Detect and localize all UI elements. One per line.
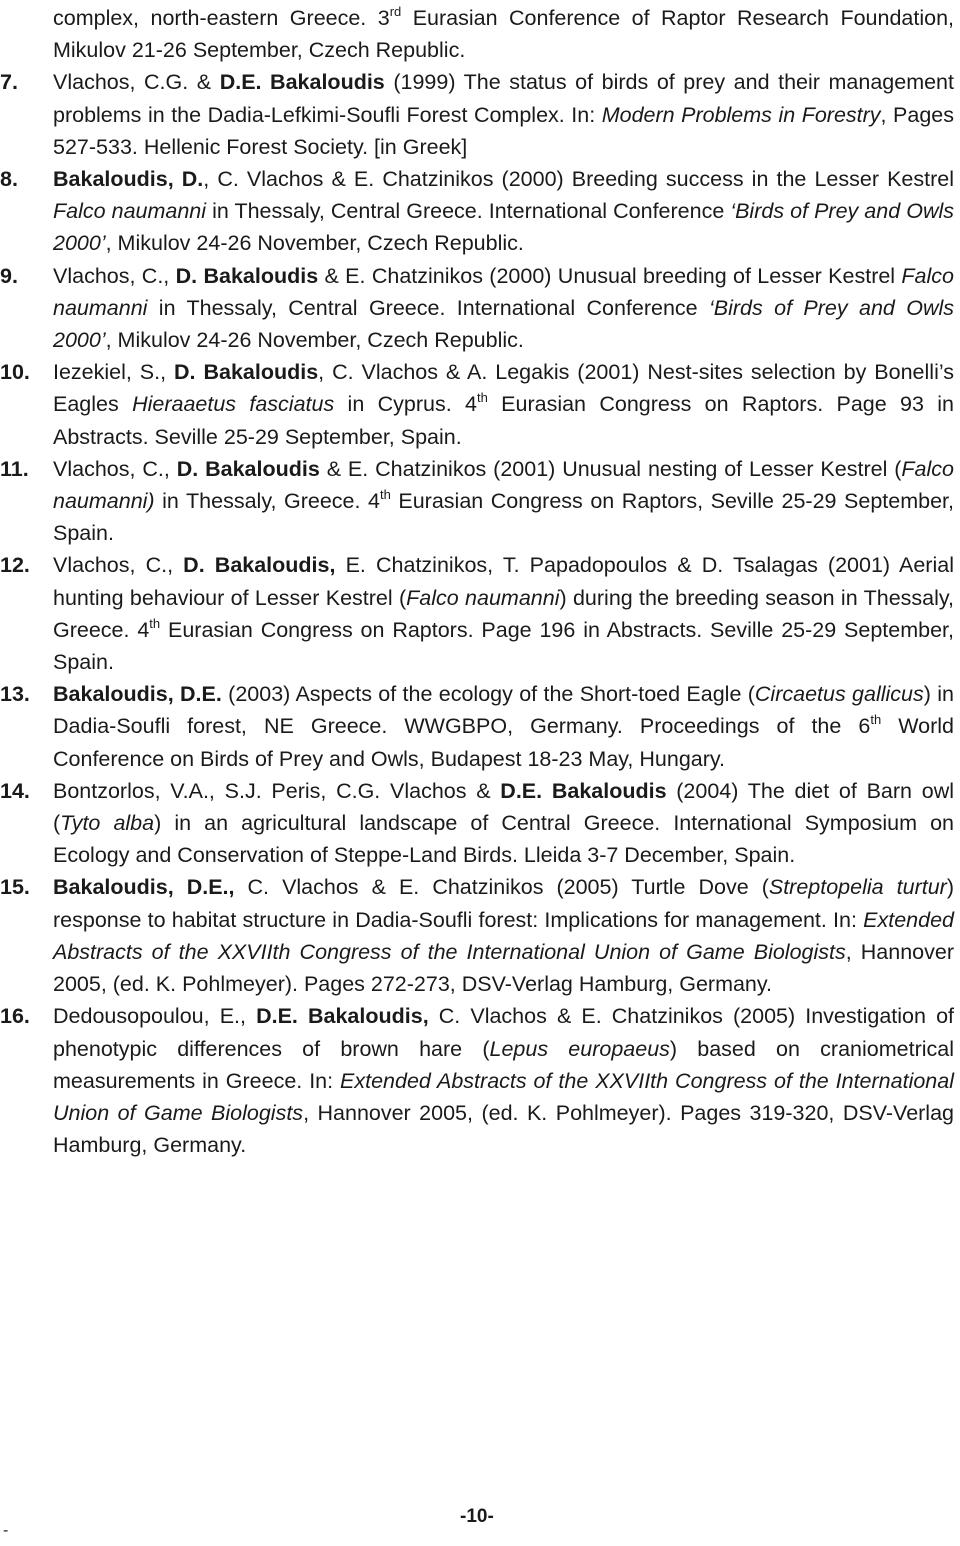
author-highlight: D. Bakaloudis — [174, 360, 319, 385]
reference-number: 12. — [0, 553, 30, 578]
reference-text: ) response to habitat structure in Dadia-Soufli forest: Implications for management. In: — [53, 875, 954, 932]
reference-entry — [0, 1000, 960, 1161]
reference-text: World Conference on Birds of Prey and Owls, Budapest 18-23 May, Hungary. — [53, 714, 954, 771]
ordinal-suffix: th — [149, 615, 161, 631]
italic-title: Lepus europaeus — [489, 1036, 670, 1061]
reference-text: , Pages 527-533. Hellenic Forest Society. [in Greek] — [53, 102, 954, 159]
author-highlight: D. Bakaloudis, — [183, 553, 336, 578]
reference-text: in Thessaly, Central Greece. International Conference — [147, 295, 709, 320]
reference-entry — [0, 260, 960, 357]
ordinal-suffix: th — [476, 390, 488, 406]
reference-text: Eurasian Congress on Raptors. Page 93 in Abstracts. Seville 25-29 September, Spain. — [53, 392, 955, 449]
reference-text: & E. Chatzinikos (2001) Unusual nesting of Lesser Kestrel ( — [319, 456, 902, 481]
author-highlight: Bakaloudis, D.E. — [53, 682, 222, 707]
reference-entry — [0, 163, 960, 260]
italic-title: Modern Problems in Forestry — [601, 102, 881, 127]
reference-entries — [0, 66, 960, 1161]
reference-text: E. Chatzinikos, T. Papadopoulos & D. Tsalagas (2001) Aerial hunting behaviour of Lesser Kestrel ( — [53, 553, 954, 610]
reference-text: Vlachos, C., — [53, 263, 176, 288]
reference-number: 14. — [0, 778, 30, 803]
reference-text: (2003) Aspects of the ecology of the Short-toed Eagle ( — [221, 682, 755, 707]
italic-title: Falco naumanni — [53, 199, 207, 224]
reference-number: 10. — [0, 360, 30, 385]
italic-title: ‘Birds of Prey and Owls 2000’ — [53, 199, 954, 256]
corner-mark: - — [3, 1522, 9, 1539]
ordinal-suffix: rd — [389, 4, 402, 19]
reference-text: Eurasian Conference of Raptor Research Foundation, Mikulov 21-26 September, Czech Republic. — [53, 6, 955, 63]
reference-text: Iezekiel, S., — [53, 360, 175, 385]
italic-title: ‘Birds of Prey and Owls 2000’ — [53, 295, 954, 353]
reference-number: 9. — [0, 263, 18, 288]
reference-text: Bontzorlos, V.A., S.J. Peris, C.G. Vlachos & — [53, 778, 501, 803]
author-highlight: D. Bakaloudis — [176, 456, 320, 481]
reference-number: 8. — [0, 167, 18, 192]
ordinal-suffix: th — [870, 712, 882, 728]
reference-entry — [0, 775, 960, 872]
reference-entry — [0, 453, 960, 550]
reference-text: & E. Chatzinikos (2000) Unusual breeding of Lesser Kestrel — [318, 263, 902, 288]
reference-text: Dedousopoulou, E., — [53, 1004, 257, 1029]
reference-text: ) in an agricultural landscape of Central Greece. International Symposium on Ecology and Conservation of Steppe-Land Birds. Lleida 3-7 December, Spain. — [53, 811, 954, 868]
reference-text: ) in Dadia-Soufli forest, NE Greece. WWGBPO, Germany. Proceedings of the 6 — [53, 682, 954, 739]
reference-number: 13. — [0, 682, 30, 707]
author-highlight: Bakaloudis, D. — [53, 167, 204, 192]
italic-title: Falco naumanni) — [53, 456, 954, 514]
reference-text: C. Vlachos & E. Chatzinikos (2005) Investigation of phenotypic differences of brown hare ( — [53, 1004, 954, 1061]
author-highlight: D.E. Bakaloudis — [500, 778, 667, 803]
reference-text: (2004) The diet of Barn owl ( — [53, 778, 954, 836]
reference-text: ) based on craniometrical measurements in Greece. In: — [53, 1036, 954, 1093]
reference-text: Eurasian Congress on Raptors. Page 196 in Abstracts. Seville 25-29 September, Spain. — [53, 617, 954, 675]
reference-entry — [0, 678, 960, 775]
reference-number: 15. — [0, 875, 30, 900]
italic-title: Streptopelia turtur — [768, 875, 947, 900]
italic-title: Extended Abstracts of the XXVIIth Congress of the International Union of Game Biologists — [53, 907, 954, 964]
reference-number: 7. — [0, 70, 18, 95]
italic-title: Tyto alba — [60, 811, 155, 836]
reference-number: 16. — [0, 1004, 30, 1029]
italic-title: Falco naumanni — [406, 585, 560, 610]
reference-text: ) during the breeding season in Thessaly, Greece. 4 — [53, 585, 955, 642]
ordinal-suffix: th — [379, 487, 391, 503]
page-number: -10- — [460, 1506, 494, 1527]
reference-text: , Hannover 2005, (ed. K. Pohlmeyer). Pages 272-273, DSV-Verlag Hamburg, Germany. — [53, 939, 954, 997]
reference-continuation — [0, 0, 960, 66]
reference-text: C. Vlachos & E. Chatzinikos (2005) Turtle Dove ( — [234, 875, 769, 900]
reference-text: , C. Vlachos & A. Legakis (2001) Nest-sites selection by Bonelli’s Eagles — [53, 360, 954, 417]
author-highlight: D.E. Bakaloudis, — [256, 1004, 429, 1029]
reference-text: in Thessaly, Central Greece. International Conference — [206, 199, 731, 224]
author-highlight: Bakaloudis, D.E., — [53, 875, 235, 900]
italic-title: Falco naumanni — [53, 263, 954, 320]
reference-text: in Thessaly, Greece. 4 — [154, 489, 380, 514]
italic-title: Circaetus gallicus — [754, 682, 924, 707]
reference-entry — [0, 66, 960, 163]
reference-entry — [0, 356, 960, 453]
reference-entry — [0, 871, 960, 1000]
reference-text: Vlachos, C.G. & — [53, 70, 220, 95]
author-highlight: D. Bakaloudis — [175, 263, 319, 288]
reference-text: complex, north-eastern Greece. 3 — [53, 6, 390, 30]
reference-text: Eurasian Congress on Raptors, Seville 25-29 September, Spain. — [53, 489, 954, 546]
author-highlight: D.E. Bakaloudis — [219, 70, 385, 95]
italic-title: Extended Abstracts of the XXVIIth Congress of the International Union of Game Biologists — [53, 1068, 954, 1125]
reference-text: , Hannover 2005, (ed. K. Pohlmeyer). Pages 319-320, DSV-Verlag Hamburg, Germany. — [53, 1100, 954, 1158]
reference-text: Vlachos, C., — [53, 553, 184, 578]
reference-text: (1999) The status of birds of prey and their management problems in the Dadia-Lefkimi-Soufli Forest Complex. In: — [53, 70, 954, 127]
reference-text: , Mikulov 24-26 November, Czech Republic. — [105, 231, 524, 256]
italic-title: Hieraaetus fasciatus — [132, 392, 335, 417]
reference-text: , Mikulov 24-26 November, Czech Republic. — [105, 328, 524, 353]
reference-text: Vlachos, C., — [53, 456, 177, 481]
reference-text: in Cyprus. 4 — [334, 392, 477, 417]
reference-number: 11. — [0, 456, 29, 481]
reference-entry — [0, 549, 960, 678]
reference-text: , C. Vlachos & E. Chatzinikos (2000) Breeding success in the Lesser Kestrel — [203, 167, 954, 192]
